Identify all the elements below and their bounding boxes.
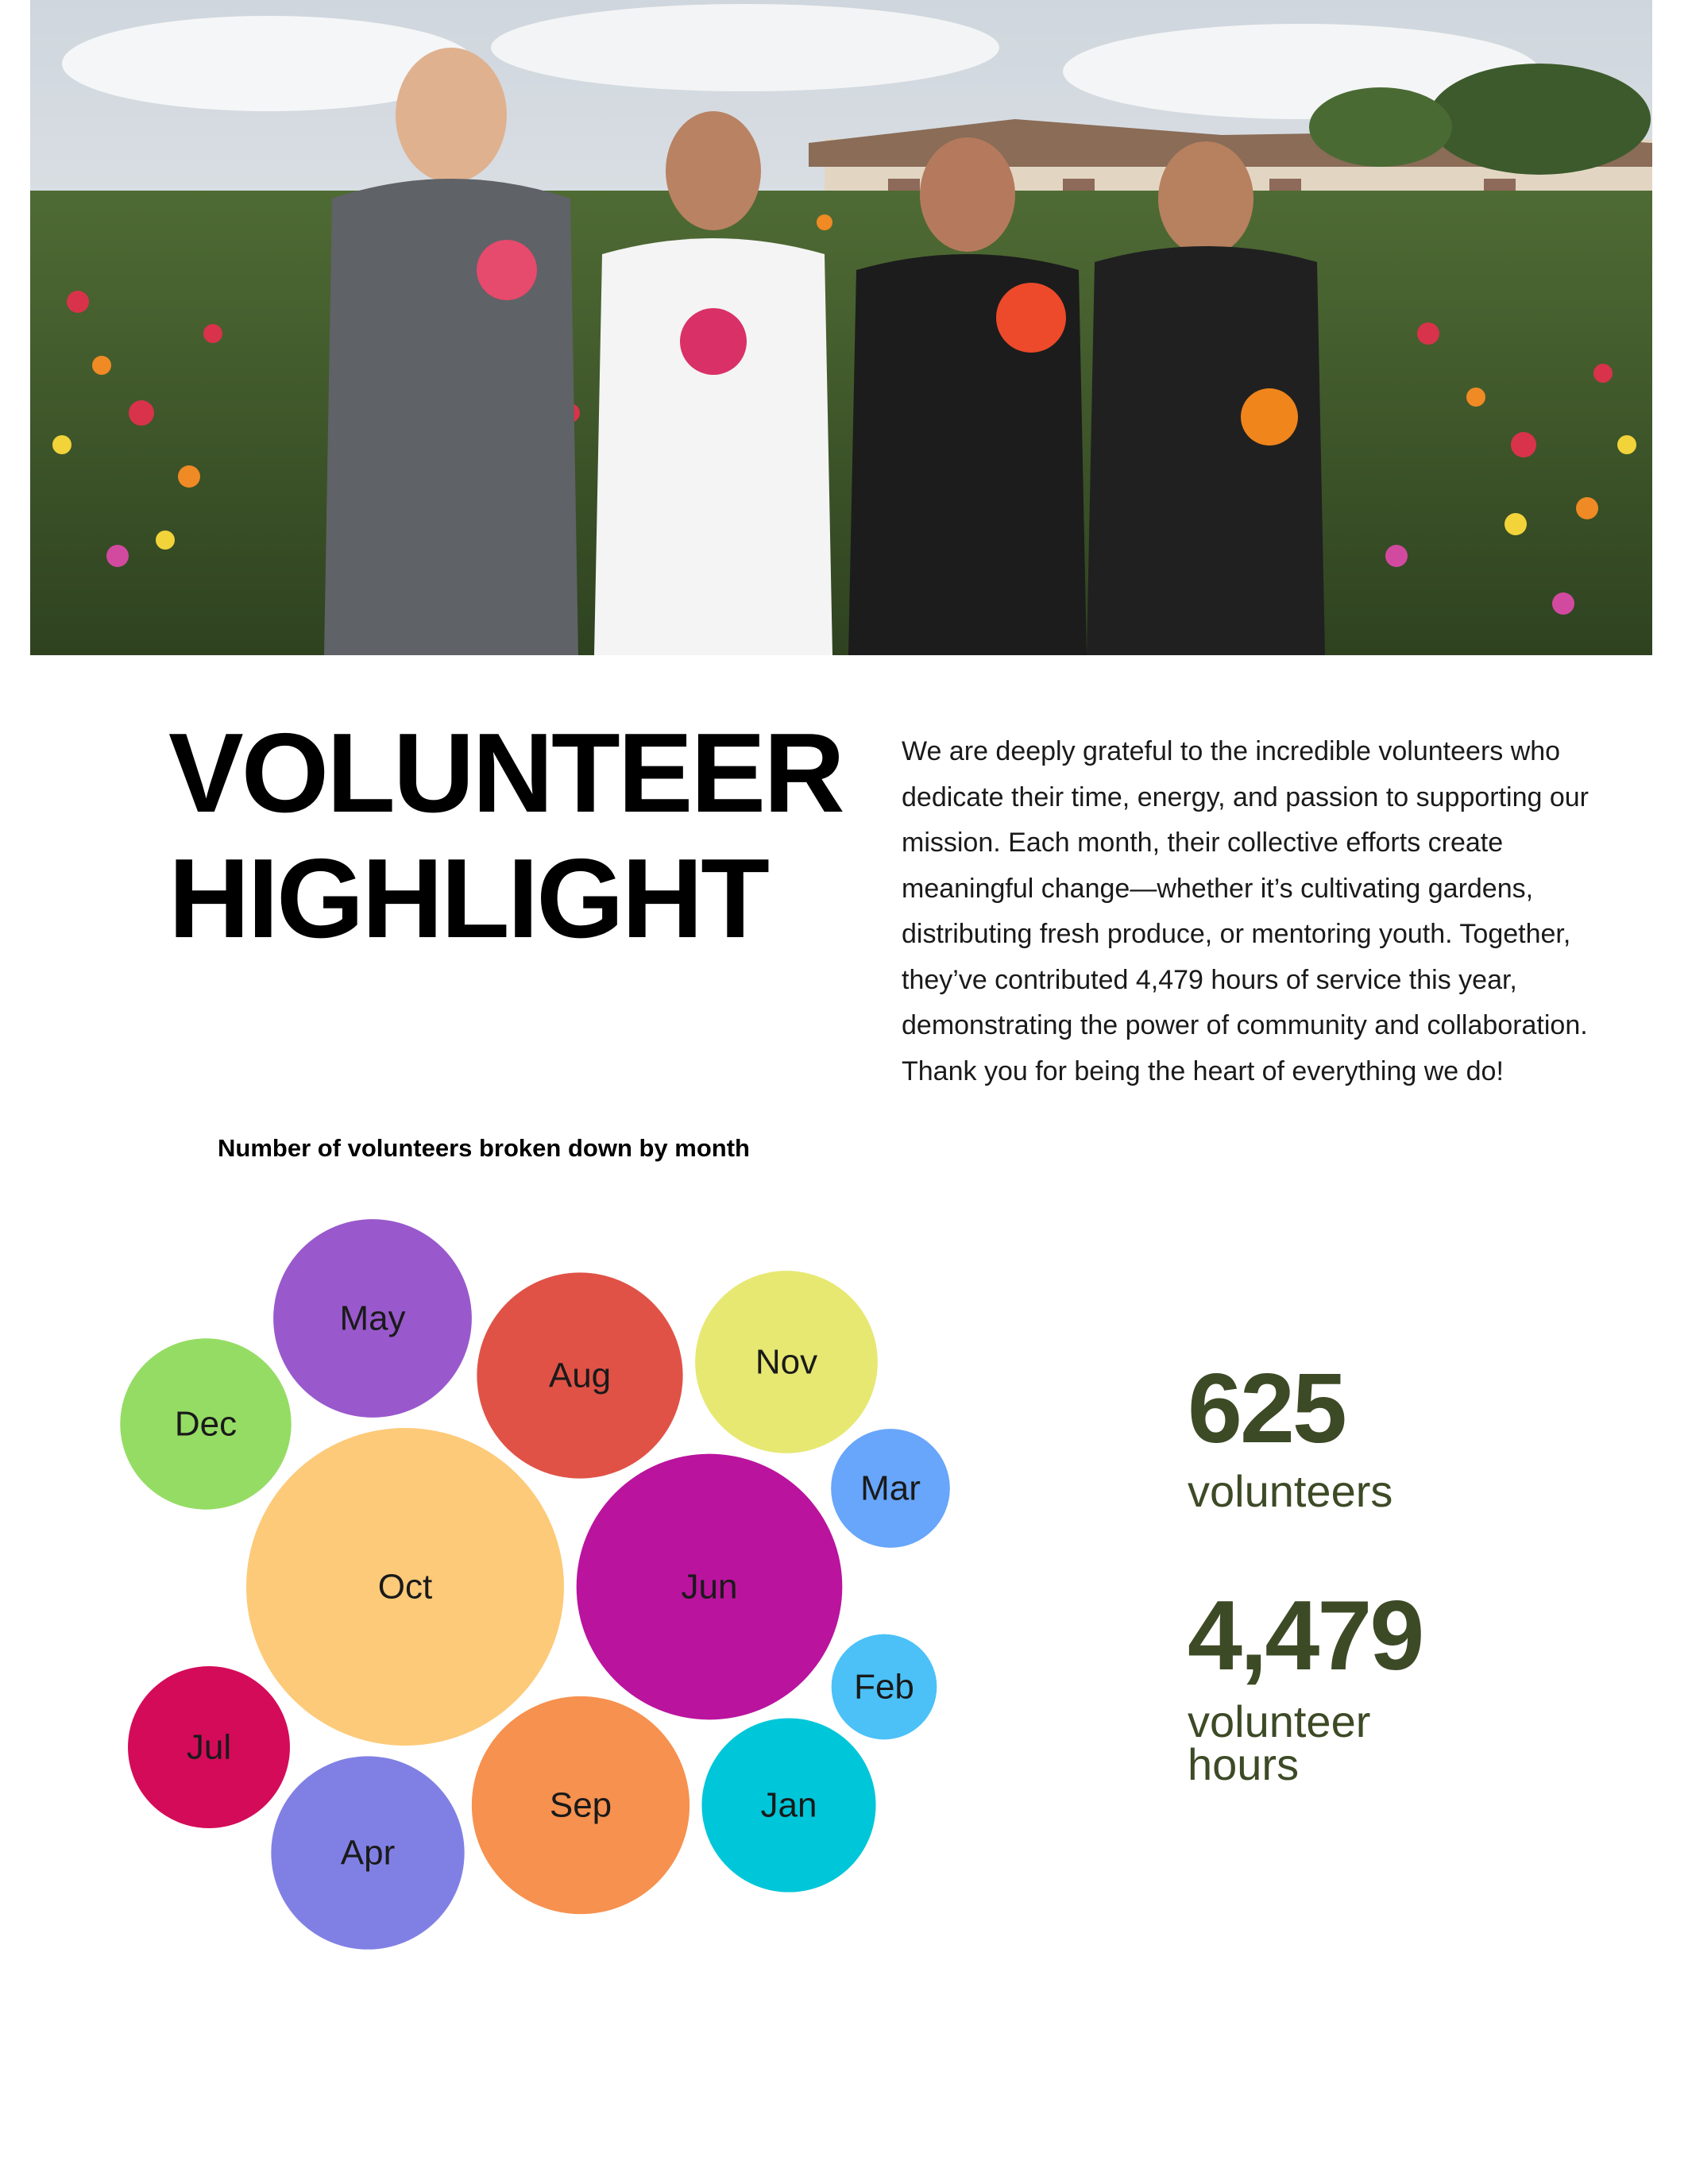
bubble-label-aug: Aug <box>548 1356 612 1395</box>
bubble-label-jul: Jul <box>186 1727 232 1767</box>
bubble-label-jun: Jun <box>681 1567 738 1607</box>
page-title <box>168 711 843 962</box>
volunteers-photo-icon <box>30 0 1652 655</box>
bubble-label-oct: Oct <box>377 1567 433 1607</box>
page-title-line-2: HIGHLIGHT <box>168 835 767 962</box>
bubble-label-apr: Apr <box>340 1833 396 1873</box>
volunteer-hours-count: 4,479 <box>1188 1581 1423 1691</box>
volunteer-hours-label-line-1: volunteer <box>1188 1696 1371 1746</box>
hero-photo <box>30 0 1652 655</box>
page-title-line-1: VOLUNTEER <box>168 710 843 836</box>
intro-paragraph: We are deeply grateful to the incredible volunteers who dedicate their time, energy, and passion to supporting our mission. Each month, their collective efforts create meaningful change—whether it’s cultivating gardens, distributing fresh produce, or mentoring youth. Together, they’ve contributed 4,479 hours of service this year, demonstrating the power of community and collaboration. Thank you for being the heart of everything we do! <box>902 736 1590 1086</box>
bubble-label-mar: Mar <box>860 1468 921 1508</box>
bubble-label-dec: Dec <box>174 1404 238 1444</box>
volunteer-hours-label-line-2: hours <box>1188 1739 1300 1789</box>
bubble-label-may: May <box>339 1298 406 1338</box>
volunteers-label: volunteers <box>1188 1466 1393 1516</box>
bubble-label-feb: Feb <box>854 1667 914 1707</box>
bubble-label-jan: Jan <box>760 1785 817 1825</box>
bubble-label-nov: Nov <box>755 1342 818 1382</box>
volunteers-count: 625 <box>1188 1354 1345 1464</box>
bubble-label-sep: Sep <box>549 1785 612 1825</box>
chart-title: Number of volunteers broken down by month <box>218 1134 750 1162</box>
bubble-chart <box>0 1175 1033 1970</box>
